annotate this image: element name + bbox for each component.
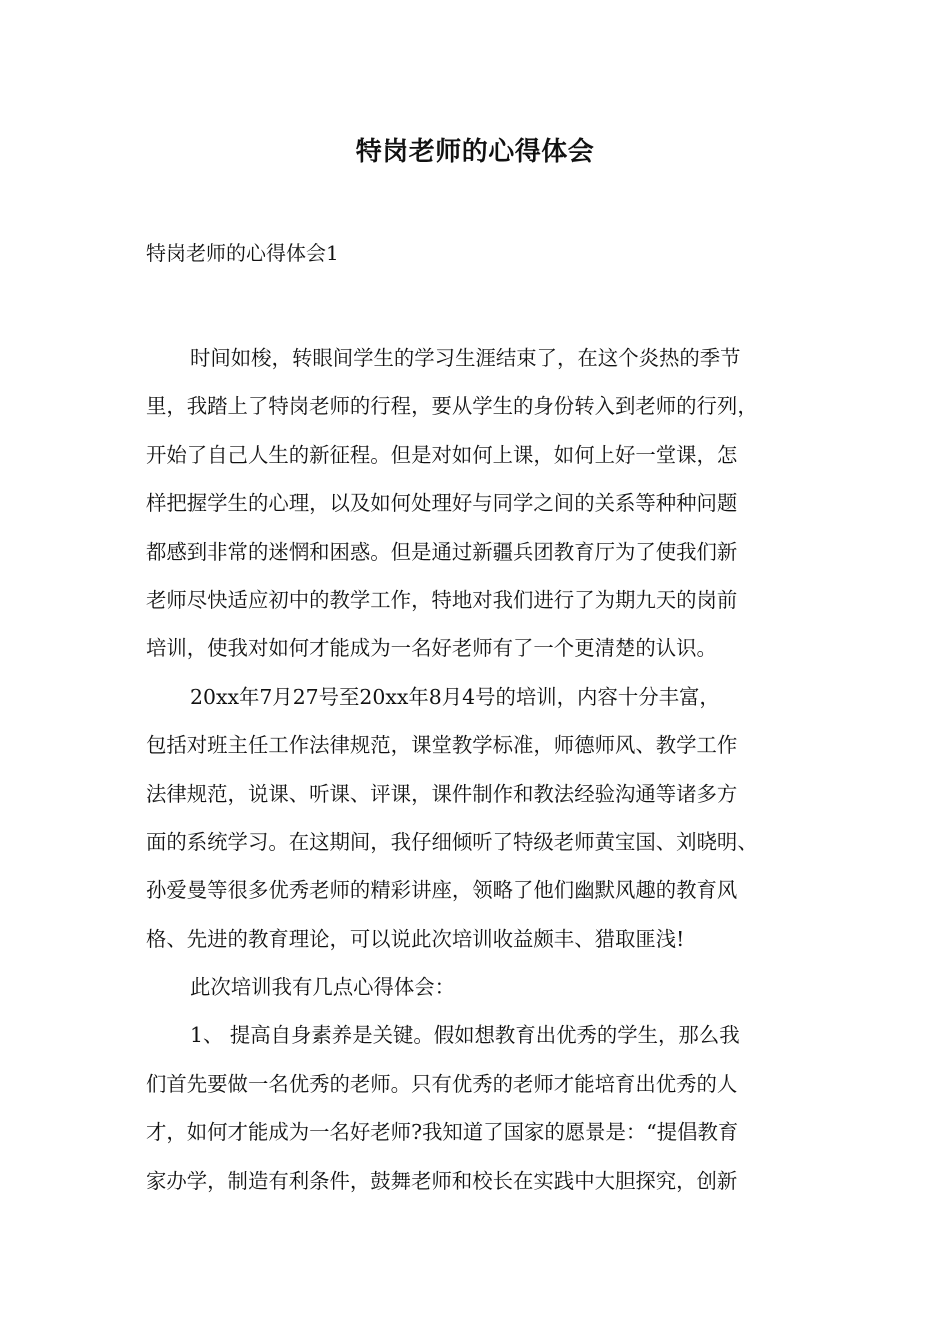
paragraph-line: 面的系统学习。在这期间，我仔细倾听了特级老师黄宝国、刘晓明、 xyxy=(146,829,758,854)
paragraph-line: 格、先进的教育理论，可以说此次培训收益颇丰、猎取匪浅! xyxy=(146,926,685,951)
paragraph-line: 家办学，制造有利条件，鼓舞老师和校长在实践中大胆探究，创新 xyxy=(146,1168,738,1193)
body-text xyxy=(146,334,816,1205)
paragraph-line: 都感到非常的迷惘和困惑。但是通过新疆兵团教育厅为了使我们新 xyxy=(146,539,738,564)
paragraph-line: 才，如何才能成为一名好老师?我知道了国家的愿景是：“提倡教育 xyxy=(146,1120,739,1145)
paragraph-line: 法律规范，说课、听课、评课，课件制作和教法经验沟通等诸多方 xyxy=(146,781,738,806)
paragraph-line: 时间如梭，转眼间学生的学习生涯结束了，在这个炎热的季节 xyxy=(190,346,741,370)
paragraph-line: 里，我踏上了特岗老师的行程，要从学生的身份转入到老师的行列， xyxy=(146,394,758,419)
paragraph-line: 样把握学生的心理，以及如何处理好与同学之间的关系等种种问题 xyxy=(146,491,738,516)
section-heading: 特岗老师的心得体会1 xyxy=(146,241,339,265)
paragraph-line: 们首先要做一名优秀的老师。只有优秀的老师才能培育出优秀的人 xyxy=(146,1071,738,1096)
document-title: 特岗老师的心得体会 xyxy=(355,137,595,167)
paragraph-line: 1、 提高自身素养是关键。假如想教育出优秀的学生，那么我 xyxy=(190,1023,740,1048)
paragraph-line: 孙爱曼等很多优秀老师的精彩讲座，领略了他们幽默风趣的教育风 xyxy=(146,878,738,903)
paragraph-line: 老师尽快适应初中的教学工作，特地对我们进行了为期九天的岗前 xyxy=(146,587,738,612)
paragraph-line: 培训，使我对如何才能成为一名好老师有了一个更清楚的认识。 xyxy=(146,636,717,661)
paragraph-line: 开始了自己人生的新征程。但是对如何上课，如何上好一堂课，怎 xyxy=(146,442,738,467)
paragraph-line: 包括对班主任工作法律规范，课堂教学标准，师德师风、教学工作 xyxy=(146,733,738,758)
paragraph-line: 20xx年7月27号至20xx年8月4号的培训，内容十分丰富， xyxy=(190,684,720,709)
paragraph-line: 此次培训我有几点心得体会： xyxy=(190,975,456,1000)
